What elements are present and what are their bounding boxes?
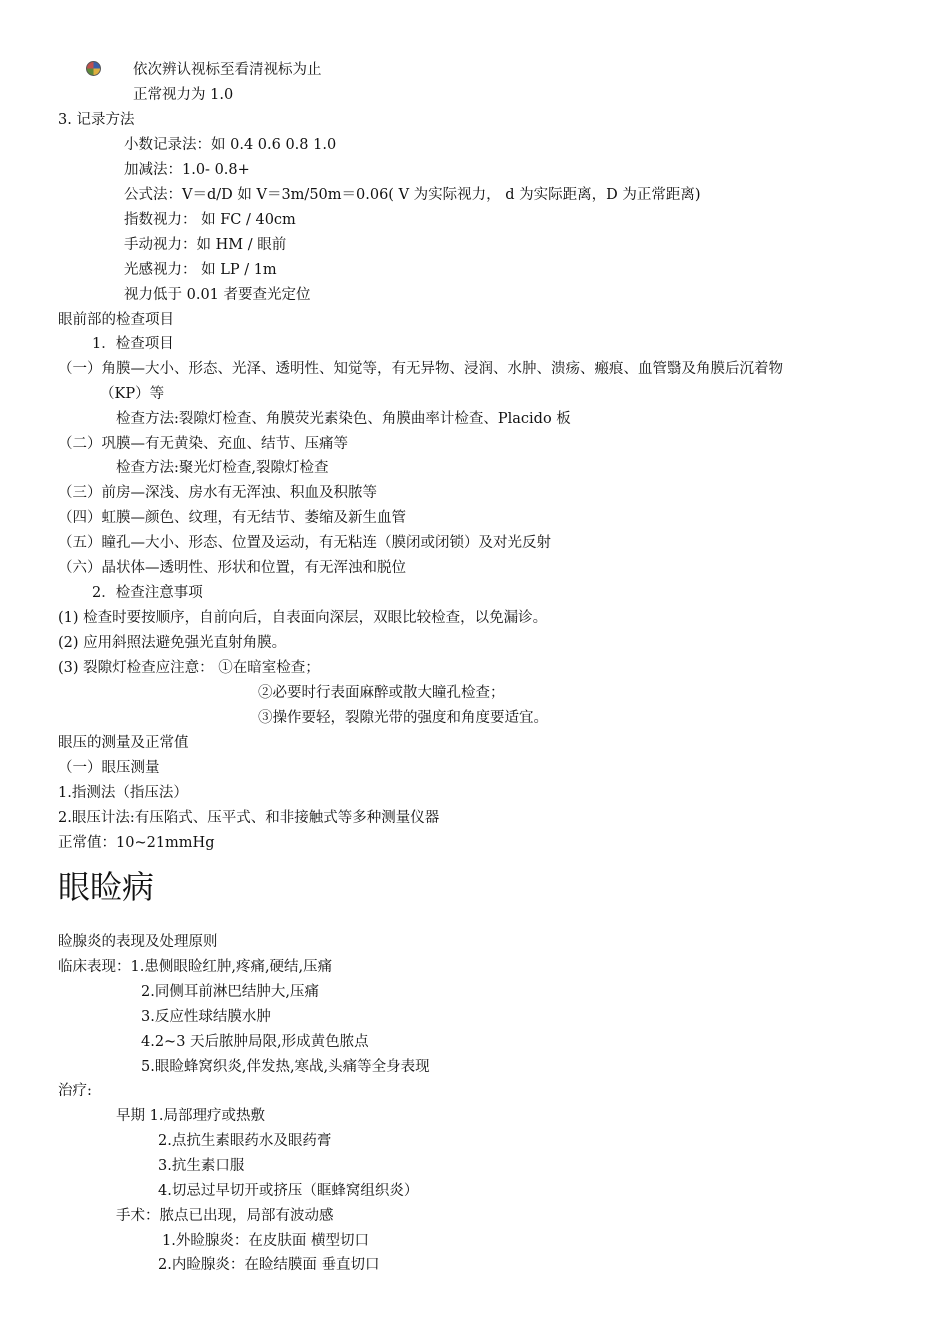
text-line: 光感视力： 如 LP / 1m	[124, 262, 277, 278]
text-line: （六）晶状体—透明性、形状和位置，有无浑浊和脱位	[58, 560, 406, 576]
text-line: 2.同侧耳前淋巴结肿大,压痛	[141, 984, 319, 1000]
text-line: （二）巩膜—有无黄染、充血、结节、压痛等	[58, 436, 348, 452]
text-line: （KP）等	[100, 386, 165, 402]
text-line: 手术：脓点已出现，局部有波动感	[116, 1208, 334, 1224]
text-line: 依次辨认视标至看清视标为止	[133, 62, 322, 78]
text-line: 早期 1.局部理疗或热敷	[116, 1108, 265, 1124]
text-line: （五）瞳孔—大小、形态、位置及运动，有无粘连（膜闭或闭锁）及对光反射	[58, 535, 551, 551]
text-line: 正常视力为 1.0	[133, 87, 234, 103]
text-line: 1.指测法（指压法）	[58, 785, 188, 801]
text-line: 1．检查项目	[92, 336, 174, 352]
chapter-heading: 眼睑病	[58, 868, 155, 906]
text-line: 1.外睑腺炎：在皮肤面 横型切口	[162, 1233, 369, 1249]
text-line: 2.点抗生素眼药水及眼药膏	[158, 1133, 332, 1149]
text-line: 正常值：10~21mmHg	[58, 835, 215, 851]
text-line: (2) 应用斜照法避免强光直射角膜。	[58, 635, 287, 651]
text-line: 5.眼睑蜂窝织炎,伴发热,寒战,头痛等全身表现	[141, 1059, 430, 1075]
text-line: ②必要时行表面麻醉或散大瞳孔检查；	[258, 685, 505, 701]
text-line: 公式法：V＝d/D 如 V＝3m/50m＝0.06( V 为实际视力， d 为实际距离，D 为正常距离)	[124, 187, 701, 203]
text-line: 2.内睑腺炎：在睑结膜面 垂直切口	[158, 1257, 380, 1273]
text-line: 4.2~3 天后脓肿局限,形成黄色脓点	[141, 1034, 369, 1050]
text-line: 小数记录法：如 0.4 0.6 0.8 1.0	[124, 137, 337, 153]
section-title: 眼前部的检查项目	[58, 312, 174, 328]
text-line: 临床表现：1.患侧眼睑红肿,疼痛,硬结,压痛	[58, 959, 333, 975]
text-line: 视力低于 0.01 者要查光定位	[124, 287, 311, 303]
text-line: 2.眼压计法:有压陷式、压平式、和非接触式等多种测量仪器	[58, 810, 440, 826]
text-line: 手动视力：如 HM / 眼前	[124, 237, 287, 253]
text-line: （四）虹膜—颜色、纹理，有无结节、萎缩及新生血管	[58, 510, 406, 526]
text-line: 指数视力： 如 FC / 40cm	[124, 212, 296, 228]
section-title: 睑腺炎的表现及处理原则	[58, 934, 218, 950]
text-line: 3.反应性球结膜水肿	[141, 1009, 271, 1025]
colored-circle-bullet-icon	[86, 61, 101, 76]
text-line: ③操作要轻，裂隙光带的强度和角度要适宜。	[258, 710, 548, 726]
text-line: （三）前房—深浅、房水有无浑浊、积血及积脓等	[58, 485, 377, 501]
text-line: (1) 检查时要按顺序，自前向后，自表面向深层，双眼比较检查，以免漏诊。	[58, 610, 548, 626]
text-line: 3.抗生素口服	[158, 1158, 245, 1174]
text-line: （一）角膜—大小、形态、光泽、透明性、知觉等，有无异物、浸润、水肿、溃疡、瘢痕、血管翳及角膜后沉着物	[58, 361, 783, 377]
text-line: 2．检查注意事项	[92, 585, 203, 601]
text-line: (3) 裂隙灯检查应注意： ①在暗室检查；	[58, 660, 320, 676]
section-title: 眼压的测量及正常值	[58, 735, 189, 751]
text-line: 治疗:	[58, 1083, 92, 1099]
text-line: （一）眼压测量	[58, 760, 160, 776]
text-line: 检查方法:裂隙灯检查、角膜荧光素染色、角膜曲率计检查、Placido 板	[116, 411, 571, 427]
text-line: 3. 记录方法	[58, 112, 135, 128]
text-line: 4.切忌过早切开或挤压（眶蜂窝组织炎）	[158, 1183, 419, 1199]
text-line: 检查方法:聚光灯检查,裂隙灯检查	[116, 460, 329, 476]
text-line: 加减法：1.0- 0.8+	[124, 162, 250, 178]
